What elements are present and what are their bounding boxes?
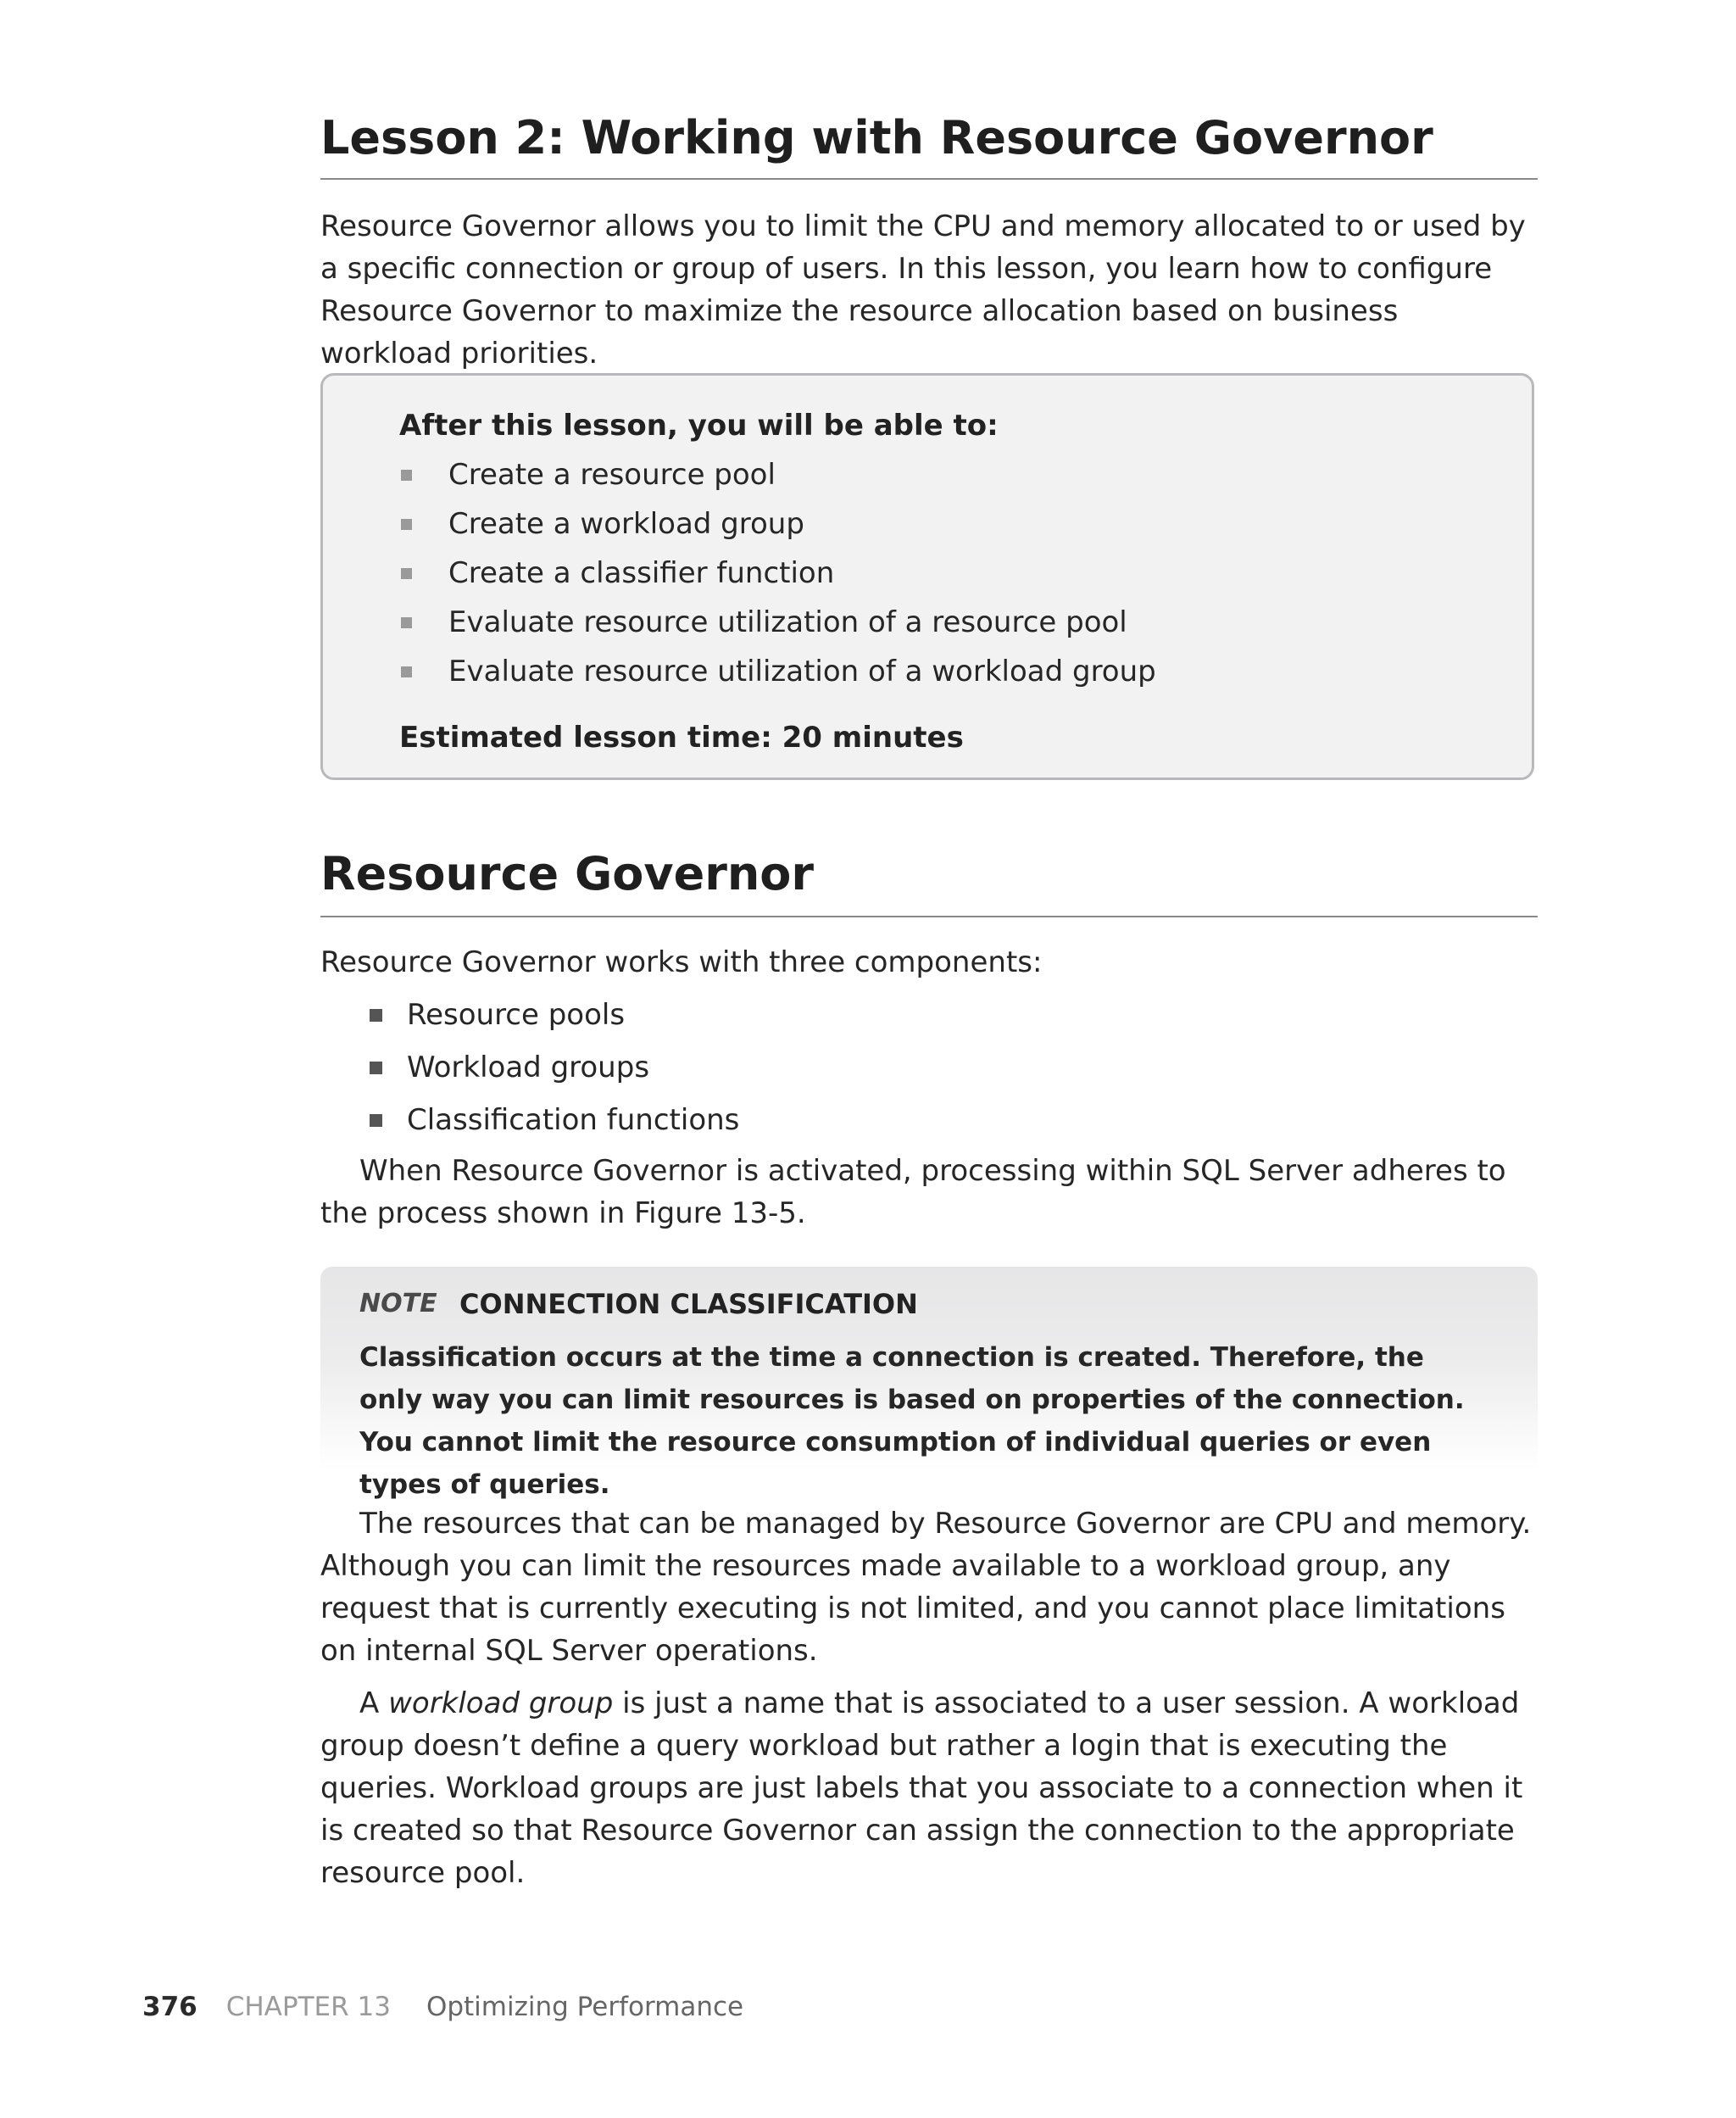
list-item [399, 601, 1156, 650]
section-rule [320, 916, 1538, 917]
note-box [320, 1267, 1538, 1500]
objective-text: Evaluate resource utilization of a workload group [448, 655, 1156, 688]
workload-rest: is just a name that is associated to a user session. A workload group doesn’t define a query workload but rather a login that is executing the queries. Workload groups are just labels that you associate to a connection when it is created so that Resource Governor can assign the connection to the appropriate resource pool. [320, 1686, 1523, 1890]
list-item [370, 1099, 739, 1151]
list-item [399, 552, 1156, 601]
list-item [370, 994, 739, 1046]
list-item [370, 1046, 739, 1099]
chapter-title: Optimizing Performance [426, 1992, 744, 2022]
page-number: 376 [142, 1992, 198, 2022]
component-text: Resource pools [407, 998, 626, 1032]
components-list [370, 994, 739, 1151]
list-item [399, 650, 1156, 699]
list-item [399, 454, 1156, 503]
estimated-time: Estimated lesson time: 20 minutes [399, 721, 964, 755]
lesson-intro: Resource Governor allows you to limit the CPU and memory allocated to or used by a specific connection or group of users. In this lesson, you learn how to configure Resource Governor to maximize the resource allocation based on business workload priorities. [320, 209, 1526, 371]
objectives-box [320, 373, 1534, 780]
component-text: Workload groups [407, 1051, 650, 1084]
page-footer [142, 1987, 743, 2026]
section-title: Resource Governor [320, 847, 815, 900]
workload-paragraph [320, 1682, 1538, 1894]
note-text: Classification occurs at the time a connection is created. Therefore, the only way you can limit resources is based on properties of the connection. You cannot limit the resource consumption of individual queries or even types of queries. [359, 1342, 1465, 1500]
objective-text: Create a resource pool [448, 458, 776, 492]
process-paragraph: When Resource Governor is activated, processing within SQL Server adheres to the process shown in Figure 13-5. [320, 1154, 1506, 1230]
workload-prefix: A [359, 1686, 389, 1720]
component-text: Classification functions [407, 1103, 740, 1137]
objectives-list [399, 454, 1156, 699]
square-bullet-icon [401, 519, 412, 530]
objective-text: Create a workload group [448, 507, 804, 541]
note-title: CONNECTION CLASSIFICATION [459, 1288, 918, 1320]
square-bullet-icon [401, 617, 412, 628]
square-bullet-icon [401, 666, 412, 677]
objective-text: Create a classifier function [448, 556, 835, 590]
resources-paragraph: The resources that can be managed by Resource Governor are CPU and memory. Although you can limit the resources made available to a workload group, any request that is currently executing is not limited, and you cannot place limitations on internal SQL Server operations. [320, 1507, 1532, 1668]
square-bullet-icon [370, 1062, 382, 1074]
workload-term: workload group [388, 1686, 614, 1720]
title-rule [320, 178, 1538, 180]
square-bullet-icon [370, 1114, 382, 1127]
objective-text: Evaluate resource utilization of a resource pool [448, 605, 1127, 639]
square-bullet-icon [370, 1009, 382, 1022]
square-bullet-icon [401, 470, 412, 481]
components-intro: Resource Governor works with three components: [320, 945, 1043, 979]
chapter-label: CHAPTER 13 [225, 1992, 391, 2022]
lesson-title: Lesson 2: Working with Resource Governor [320, 111, 1433, 164]
objectives-heading: After this lesson, you will be able to: [399, 409, 999, 443]
square-bullet-icon [401, 568, 412, 579]
note-label: NOTE [359, 1289, 437, 1318]
list-item [399, 503, 1156, 552]
